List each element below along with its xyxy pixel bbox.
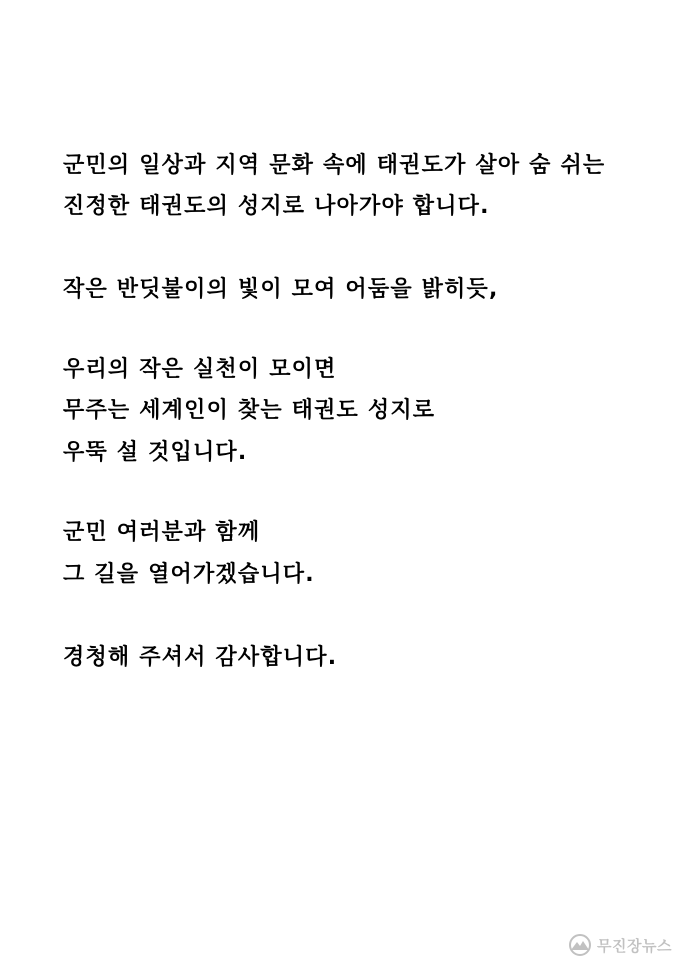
text-line-5: 무주는 세계인이 찾는 태권도 성지로 — [63, 398, 436, 423]
text-line-1: 군민의 일상과 지역 문화 속에 태권도가 살아 숨 쉬는 — [63, 153, 606, 178]
text-line-9: 경청해 주셔서 감사합니다. — [63, 645, 338, 670]
text-line-2: 진정한 태권도의 성지로 나아가야 합니다. — [63, 194, 490, 219]
text-line-7: 군민 여러분과 함께 — [63, 520, 261, 545]
watermark-text: 무진장뉴스 — [597, 936, 672, 955]
text-line-8: 그 길을 열어가겠습니다. — [63, 562, 315, 587]
text-line-4: 우리의 작은 실천이 모이면 — [63, 357, 337, 382]
mountain-logo-icon — [567, 934, 593, 956]
text-line-3: 작은 반딧불이의 빛이 모여 어둠을 밝히듯, — [63, 277, 499, 302]
text-line-6: 우뚝 설 것입니다. — [63, 440, 248, 465]
watermark — [567, 934, 672, 956]
